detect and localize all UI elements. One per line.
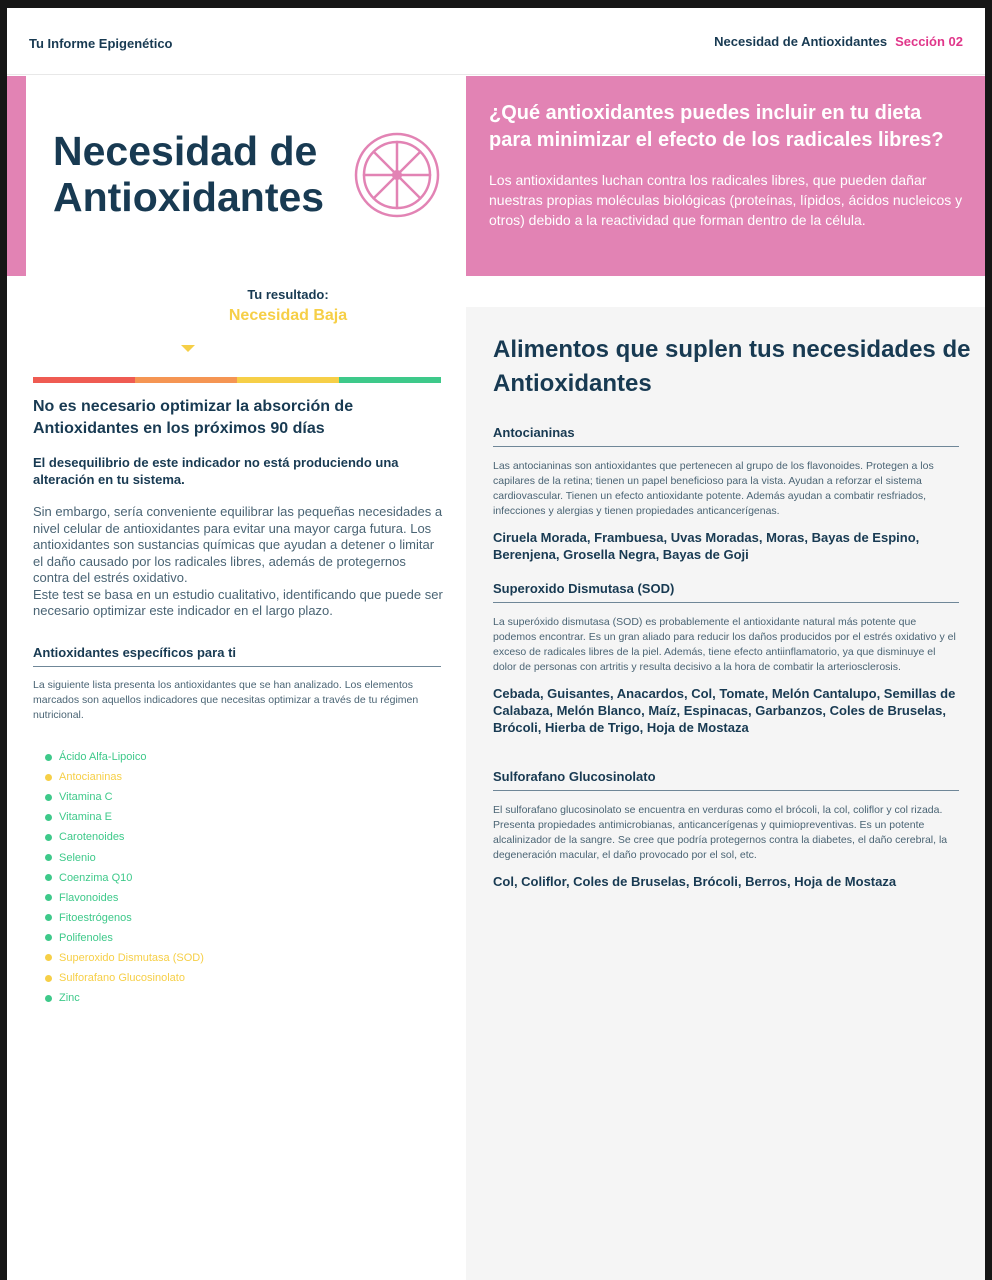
antioxidant-list <box>45 747 204 1008</box>
antioxidant-item <box>45 908 204 928</box>
food-section-description: El sulforafano glucosinolato se encuentra en verduras como el brócoli, la col, coliflor y col rizada. Presenta propiedades antimicrobianas, anticancerígenas y quimiopreventivas. Es un potente alcalinizador de la sangre. Se cree que podría protegernos contra la diabetes, el daño cerebral, la degeneración macular, el daño provocado por el sol, etc. <box>493 804 948 861</box>
page-title-line1: Necesidad de <box>53 128 318 174</box>
scale-red <box>33 377 135 383</box>
status-dot-icon <box>45 934 52 941</box>
summary-body-2: Este test se basa en un estudio cualitativo, identificando que puede ser necesario optimizar este indicador en el largo plazo. <box>33 586 443 618</box>
foods-panel <box>466 307 985 1280</box>
result-scale <box>33 377 441 383</box>
antioxidant-name: Zinc <box>59 992 80 1005</box>
status-dot-icon <box>45 774 52 781</box>
summary-body <box>33 504 445 620</box>
status-dot-icon <box>45 754 52 761</box>
food-section-antocianinas <box>493 425 959 563</box>
specific-heading: Antioxidantes específicos para ti <box>33 645 441 667</box>
section-number: Sección 02 <box>895 34 963 49</box>
antioxidant-name: Carotenoides <box>59 831 125 844</box>
antioxidant-item <box>45 888 204 908</box>
antioxidant-name: Ácido Alfa-Lipoico <box>59 751 147 764</box>
antioxidant-name: Fitoestrógenos <box>59 911 132 924</box>
antioxidant-name: Superoxido Dismutasa (SOD) <box>59 951 204 964</box>
antioxidant-item <box>45 948 204 968</box>
antioxidant-item <box>45 787 204 807</box>
food-section-foods: Col, Coliflor, Coles de Bruselas, Brócoli, Berros, Hoja de Mostaza <box>493 874 897 889</box>
antioxidant-item <box>45 988 204 1008</box>
status-dot-icon <box>45 834 52 841</box>
food-section-sulforafano <box>493 769 959 890</box>
scale-green <box>339 377 441 383</box>
summary-heading: No es necesario optimizar la absorción de Antioxidantes en los próximos 90 días <box>33 398 354 437</box>
antioxidant-name: Selenio <box>59 851 96 864</box>
antioxidant-name: Coenzima Q10 <box>59 871 133 884</box>
status-dot-icon <box>45 874 52 881</box>
antioxidant-name: Polifenoles <box>59 931 113 944</box>
section-header <box>714 34 963 49</box>
antioxidant-name: Vitamina E <box>59 811 112 824</box>
antioxidant-item <box>45 827 204 847</box>
antioxidant-item <box>45 928 204 948</box>
result-pointer-icon <box>181 345 195 352</box>
status-dot-icon <box>45 814 52 821</box>
food-section-sod <box>493 581 959 736</box>
status-dot-icon <box>45 914 52 921</box>
page-title-line2: Antioxidantes <box>53 174 325 220</box>
status-dot-icon <box>45 975 52 982</box>
antioxidant-name: Sulforafano Glucosinolato <box>59 972 185 985</box>
status-dot-icon <box>45 854 52 861</box>
food-section-heading: Antocianinas <box>493 425 959 447</box>
antioxidant-item <box>45 747 204 767</box>
result-value: Necesidad Baja <box>228 307 348 324</box>
status-dot-icon <box>45 794 52 801</box>
status-dot-icon <box>45 995 52 1002</box>
intro-text: Los antioxidantes luchan contra los radicales libres, que pueden dañar nuestras propias moléculas biológicas (proteínas, lípidos, ácidos nucleicos y otros) debido a la reactividad que forman dentro de la célula. <box>489 172 963 228</box>
header-divider <box>7 74 985 75</box>
citrus-slice-icon <box>354 132 440 218</box>
antioxidant-item <box>45 767 204 787</box>
status-dot-icon <box>45 894 52 901</box>
scale-yellow <box>237 377 339 383</box>
report-title: Tu Informe Epigenético <box>29 36 173 51</box>
antioxidant-item <box>45 807 204 827</box>
antioxidant-name: Vitamina C <box>59 791 113 804</box>
food-section-description: Las antocianinas son antioxidantes que pertenecen al grupo de los flavonoides. Protegen a los capilares de la retina; tienen un papel beneficioso para la vista. Ayudan a reforzar el sistema cardiovascular. Tienen un efecto antioxidante potente. Además ayudan a combatir resfriados, infecciones y alergias y tienen propiedades anticancerígenas. <box>493 460 934 517</box>
antioxidant-item <box>45 968 204 988</box>
food-section-foods: Ciruela Morada, Frambuesa, Uvas Moradas, Moras, Bayas de Espino, Berenjena, Grosella Negra, Bayas de Goji <box>493 530 920 562</box>
status-dot-icon <box>45 954 52 961</box>
section-title: Necesidad de Antioxidantes <box>714 34 888 49</box>
report-page <box>7 8 985 1280</box>
food-section-foods: Cebada, Guisantes, Anacardos, Col, Tomate, Melón Cantalupo, Semillas de Calabaza, Melón Blanco, Maíz, Espinacas, Garbanzos, Coles de Bruselas, Brócoli, Hierba de Trigo, Hoja de Mostaza <box>493 686 956 735</box>
accent-strip <box>7 76 26 276</box>
intro-question: ¿Qué antioxidantes puedes incluir en tu dieta para minimizar el efecto de los radicales libres? <box>489 102 944 151</box>
summary-subheading: El desequilibrio de este indicador no está produciendo una alteración en tu sistema. <box>33 455 399 487</box>
antioxidant-item <box>45 868 204 888</box>
foods-title: Alimentos que suplen tus necesidades de Antioxidantes <box>493 336 971 397</box>
result-label: Tu resultado: <box>247 287 329 302</box>
food-section-heading: Superoxido Dismutasa (SOD) <box>493 581 959 603</box>
page-title <box>53 128 324 220</box>
antioxidant-name: Antocianinas <box>59 771 122 784</box>
food-section-description: La superóxido dismutasa (SOD) es probablemente el antioxidante natural más potente que podemos encontrar. Es un gran aliado para reducir los daños producidos por el estrés oxidativo y el exceso de radicales libres de la piel. Además, tiene efecto antiinflamatorio, ya que disminuye el dolor de personas con artritis y resulta decisivo a la hora de combatir la arteriosclerosis. <box>493 616 956 673</box>
scale-orange <box>135 377 237 383</box>
summary-body-1: Sin embargo, sería conveniente equilibrar las pequeñas necesidades a nivel celular de antioxidantes para evitar una mayor carga futura. Los antioxidantes son sustancias químicas que ayudan a detener o limitar el daño causado por los radicales libres, además de protegernos contra del estrés oxidativo. <box>33 504 443 585</box>
intro-box <box>466 76 985 276</box>
food-section-heading: Sulforafano Glucosinolato <box>493 769 959 791</box>
antioxidant-item <box>45 847 204 867</box>
specific-text: La siguiente lista presenta los antioxidantes que se han analizado. Los elementos marcados son aquellos indicadores que necesitas optimizar a través de tu régimen nutricional. <box>33 679 419 721</box>
antioxidant-name: Flavonoides <box>59 891 119 904</box>
